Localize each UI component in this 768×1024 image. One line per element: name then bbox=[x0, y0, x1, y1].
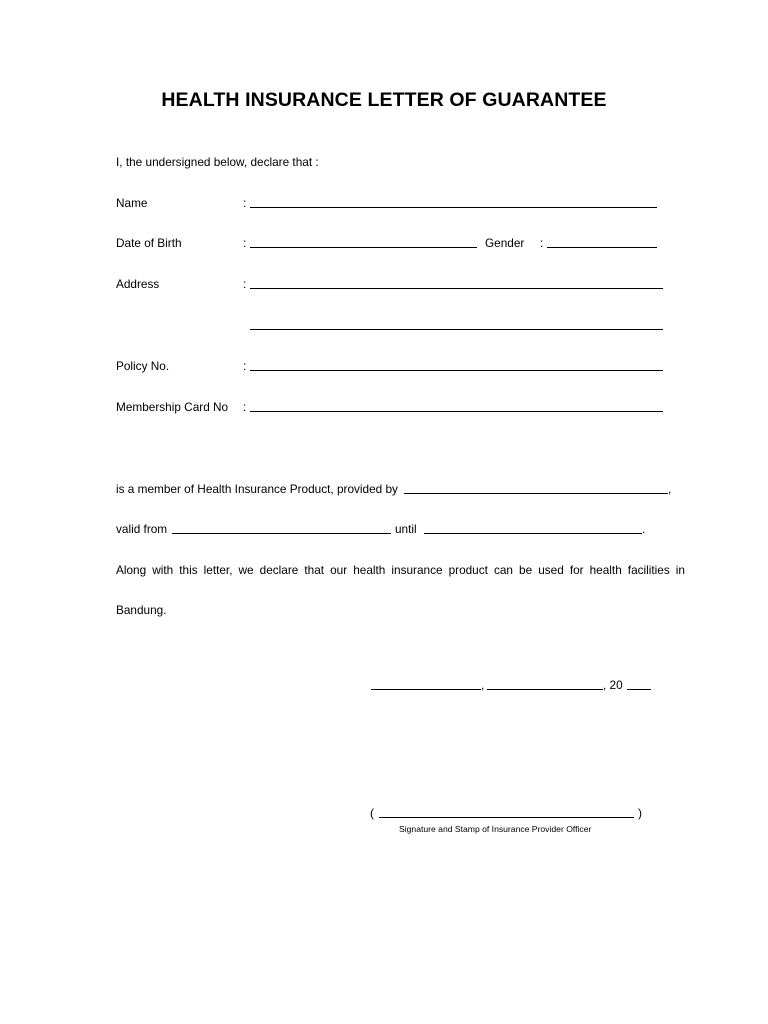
name-label: Name bbox=[116, 196, 148, 210]
policy-no-colon: : bbox=[243, 359, 247, 373]
signature-open-paren: ( bbox=[370, 806, 374, 820]
membership-card-colon: : bbox=[243, 400, 247, 414]
year-prefix: , 20 bbox=[603, 678, 623, 692]
address-label: Address bbox=[116, 277, 160, 291]
membership-card-label: Membership Card No bbox=[116, 400, 229, 414]
year-blank[interactable] bbox=[627, 689, 651, 690]
name-blank[interactable] bbox=[250, 207, 657, 208]
date-separator: , bbox=[481, 678, 485, 692]
provider-comma: , bbox=[668, 482, 672, 496]
gender-label: Gender bbox=[485, 236, 525, 250]
address-blank-1[interactable] bbox=[250, 288, 663, 289]
name-colon: : bbox=[243, 196, 247, 210]
place-blank[interactable] bbox=[371, 689, 481, 690]
member-text: is a member of Health Insurance Product, provided by bbox=[116, 482, 398, 496]
signature-caption: Signature and Stamp of Insurance Provider Officer bbox=[399, 824, 592, 834]
until-label: until bbox=[395, 522, 417, 536]
signature-blank[interactable] bbox=[379, 817, 634, 818]
dob-blank[interactable] bbox=[250, 247, 477, 248]
intro-text: I, the undersigned below, declare that : bbox=[116, 155, 319, 169]
gender-blank[interactable] bbox=[547, 247, 657, 248]
document-title: HEALTH INSURANCE LETTER OF GUARANTEE bbox=[161, 89, 607, 111]
dob-label: Date of Birth bbox=[116, 236, 182, 250]
policy-no-blank[interactable] bbox=[250, 370, 663, 371]
until-period: . bbox=[642, 522, 646, 536]
signature-close-paren: ) bbox=[638, 806, 642, 820]
date-blank[interactable] bbox=[487, 689, 603, 690]
valid-from-blank[interactable] bbox=[172, 533, 391, 534]
until-blank[interactable] bbox=[424, 533, 642, 534]
declaration-line-1: Along with this letter, we declare that our health insurance product can be used for health facilities in bbox=[116, 563, 685, 577]
address-colon: : bbox=[243, 277, 247, 291]
gender-colon: : bbox=[540, 236, 544, 250]
address-blank-2[interactable] bbox=[250, 329, 663, 330]
dob-colon: : bbox=[243, 236, 247, 250]
policy-no-label: Policy No. bbox=[116, 359, 170, 373]
declaration-line-2: Bandung. bbox=[116, 603, 167, 617]
valid-from-label: valid from bbox=[116, 522, 168, 536]
provider-blank[interactable] bbox=[404, 493, 668, 494]
membership-card-blank[interactable] bbox=[250, 411, 663, 412]
